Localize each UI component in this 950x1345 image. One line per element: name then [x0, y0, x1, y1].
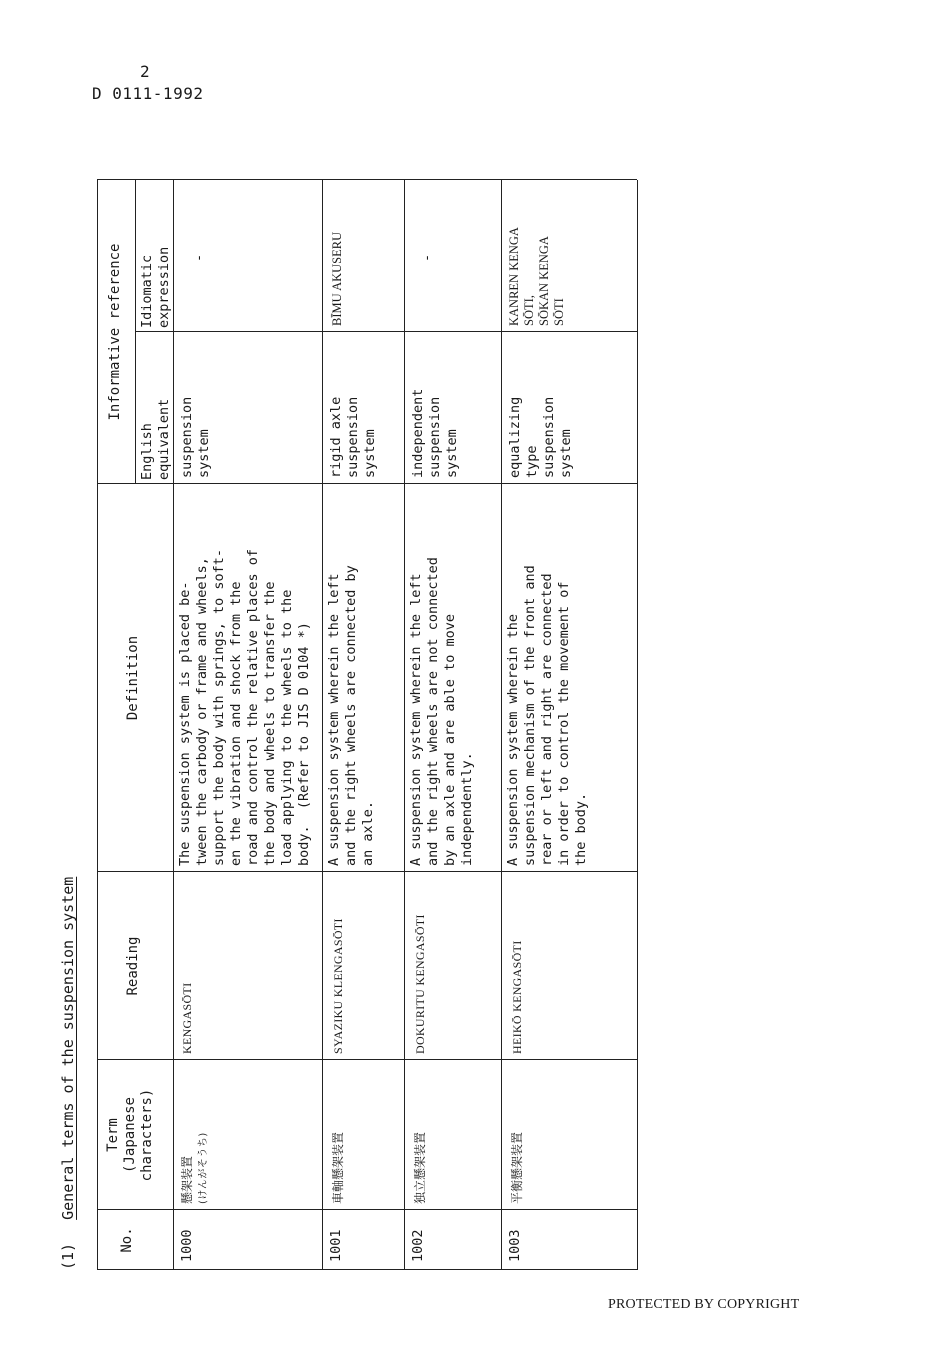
row-1003-definition: A suspension system wherein the suspension mechanism of the front and rear or left and right are connected in order to control the movement of the body.	[505, 565, 589, 866]
row-1000-no: 1000	[179, 1229, 195, 1262]
term-kana: (けんがそうち)	[198, 1132, 209, 1204]
header-idiomatic: Idiomatic expression	[139, 246, 172, 328]
row-1000-english: suspension system	[179, 396, 212, 478]
copyright-notice: PROTECTED BY COPYRIGHT	[608, 1297, 800, 1312]
row-1002-reading: DOKURITU KENGASŌTI	[413, 914, 427, 1054]
row-1000-idiomatic: -	[191, 253, 207, 262]
row-1003-no: 1003	[507, 1229, 523, 1262]
row-1002-term: 独立懸架装置	[413, 1131, 427, 1204]
section-caption	[59, 877, 77, 1270]
row-1002-idiomatic: -	[419, 253, 435, 262]
section-title: General terms of the suspension system	[59, 876, 77, 1220]
row-1001-english: rigid axle suspension system	[328, 396, 378, 478]
header-term: Term (Japanese characters)	[105, 1088, 155, 1182]
row-1001-no: 1001	[328, 1229, 344, 1262]
row-1003-english: equalizing type suspension system	[507, 396, 574, 478]
row-1000-reading: KENGASŌTI	[180, 982, 194, 1054]
row-1003-term: 平衡懸架装置	[510, 1131, 524, 1204]
row-1000-term	[179, 1132, 211, 1204]
header-english: English equivalent	[139, 398, 172, 480]
header-reading: Reading	[125, 936, 141, 996]
header-definition: Definition	[125, 635, 141, 721]
row-1002-english: independent suspension system	[410, 388, 460, 478]
row-1003-reading: HEIKŌ KENGASŌTI	[510, 940, 524, 1054]
page-number: 2	[140, 62, 150, 81]
row-1002-definition: A suspension system wherein the left and the right wheels are not connected by an axle and are able to move independently.	[408, 557, 475, 866]
header-informative: Informative reference	[107, 243, 123, 421]
standard-code: D 0111-1992	[92, 84, 204, 103]
row-1001-idiomatic: BĪMU AKUSERU	[330, 231, 344, 326]
header-no: No.	[119, 1227, 135, 1253]
row-1003-idiomatic: KANREN KENGA SŌTI, SŌKAN KENGA SŌTI	[507, 227, 566, 326]
term-japanese: 懸架装置	[180, 1155, 194, 1204]
section-number: (1)	[59, 1242, 77, 1270]
row-1000-definition: The suspension system is placed be- tween the carbody or frame and wheels, support the body with springs, to soft- en the vibration and shock from the road and control the relative places of the body and wheels to transfer the load applying to the wheels to the body. (Refer to JIS D 0104 *)	[177, 549, 312, 866]
row-1001-term: 車軸懸架装置	[331, 1131, 345, 1204]
row-1002-no: 1002	[410, 1229, 426, 1262]
row-1001-reading: SYAZIKU KLENGASŌTI	[331, 918, 345, 1054]
row-1001-definition: A suspension system wherein the left and the right wheels are connected by an axle.	[326, 565, 376, 866]
suspension-terms-table	[59, 180, 637, 1270]
